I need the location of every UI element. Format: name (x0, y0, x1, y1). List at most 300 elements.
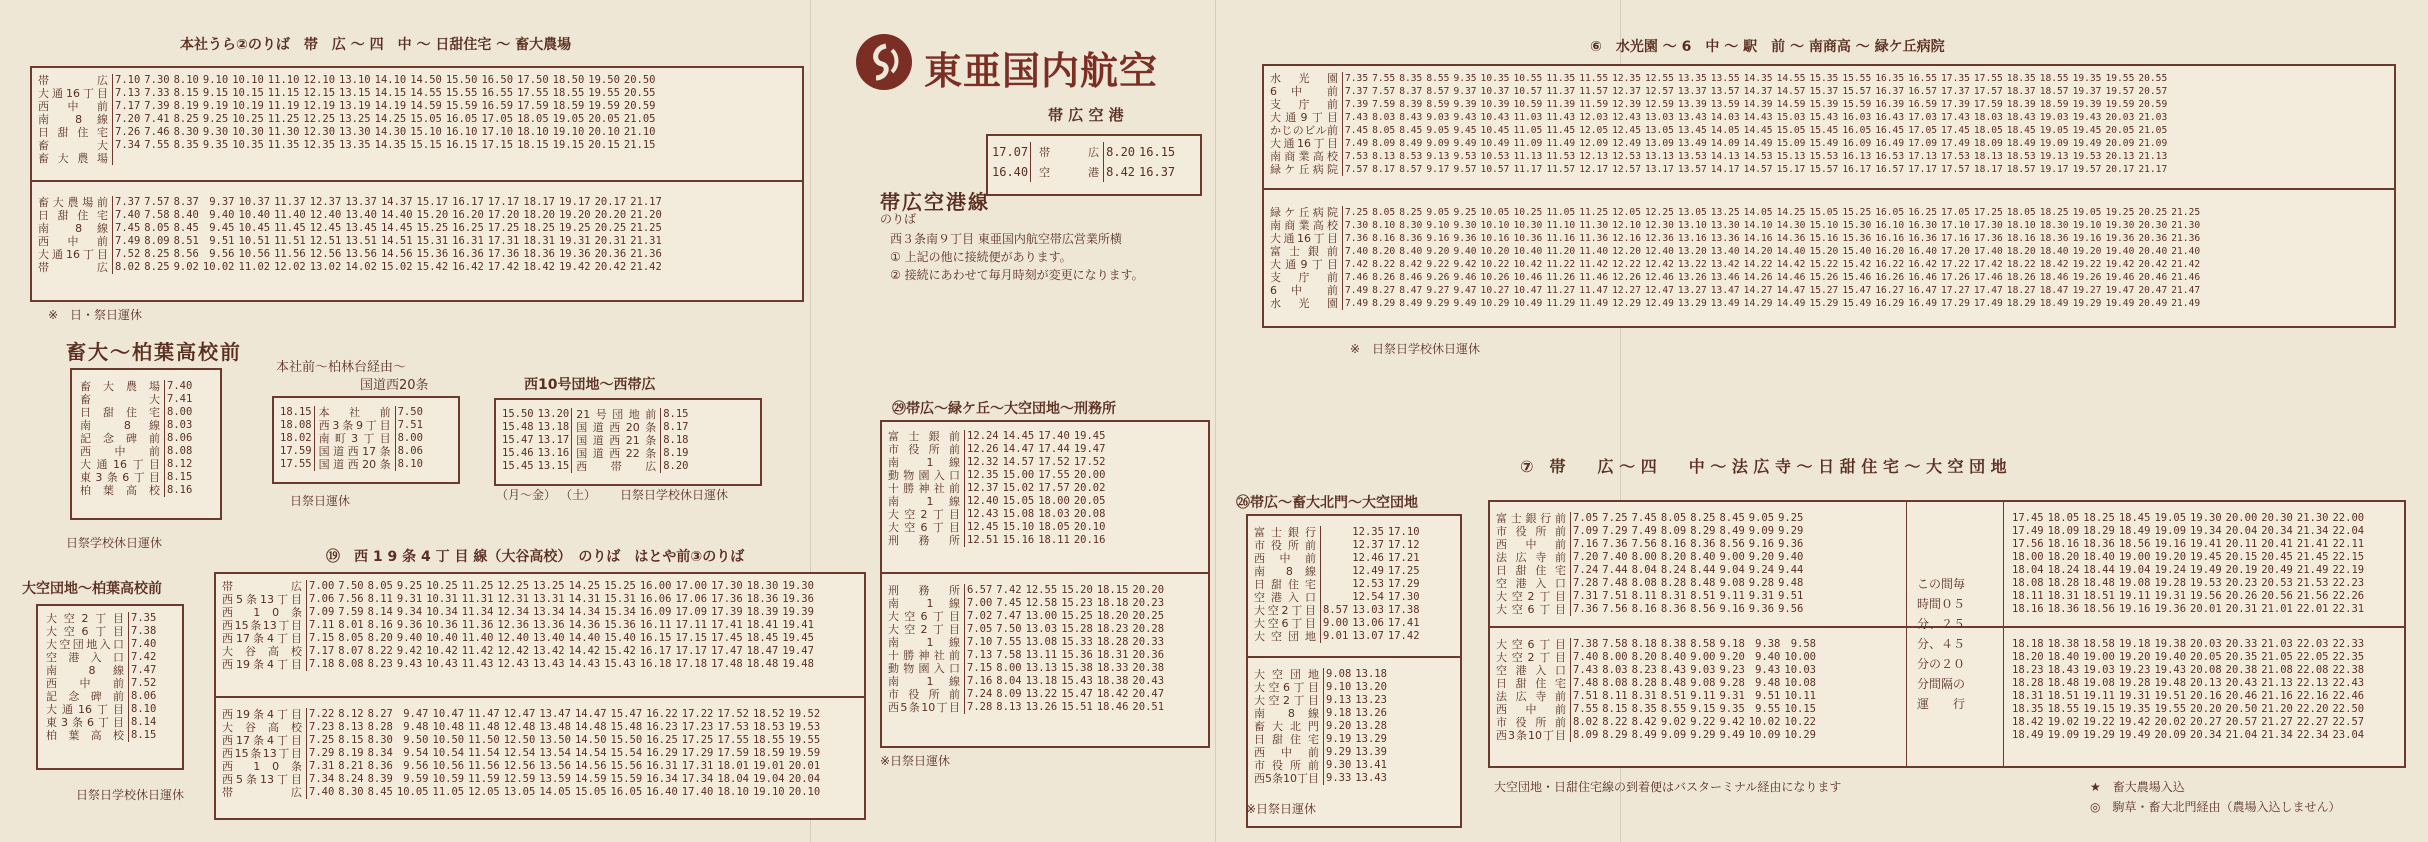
time-cell: 9.53 (1453, 151, 1477, 162)
time-cell: 20.03 (2105, 112, 2135, 123)
time-cell: 20.36 (594, 248, 627, 260)
time-cell: 18.25 (523, 222, 555, 234)
time-cell: 18.31 (2012, 690, 2044, 702)
time-cell: 19.47 (782, 645, 814, 657)
time-cell: 18.35 (2012, 703, 2044, 715)
time-cell: 17.00 (675, 580, 708, 592)
time-cell: 8.15 (338, 734, 364, 746)
time-cell: 8.19 (338, 747, 364, 759)
time-cell: 18.24 (2047, 564, 2080, 576)
time-cell: 16.27 (1875, 285, 1905, 296)
table-row (36, 152, 658, 165)
table-row (886, 456, 1107, 469)
table-row (78, 406, 194, 419)
time-cell: 18.45 (2006, 125, 2036, 136)
station-name: 記念碑前 (44, 690, 129, 703)
time-cell: 13.10 (339, 74, 371, 86)
time-cell: 13.39 (1355, 746, 1387, 758)
time-cell: 17.05 (1941, 207, 1970, 218)
interval-note-line: この間毎 (1917, 577, 1966, 591)
time-cell: 7.45 (1631, 512, 1657, 524)
time-cell: 9.37 (209, 196, 235, 208)
time-cell: 12.37 (1612, 86, 1641, 97)
station-name: 空港入口 (1252, 591, 1321, 604)
time-cell: 12.49 (1612, 138, 1641, 149)
time-cell: 16.13 (1842, 151, 1872, 162)
time-cell: 20.05 (2105, 125, 2135, 136)
time-cell: 20.10 (788, 786, 821, 798)
time-cell: 8.15 (131, 729, 157, 741)
time-cell: 7.38 (1573, 638, 1599, 650)
table-row (1252, 759, 1389, 772)
time-cell: 20.42 (594, 261, 627, 273)
time-cell: 15.38 (1061, 662, 1093, 674)
time-cell: 19.48 (2154, 677, 2187, 689)
time-cell: 19.49 (2072, 138, 2102, 149)
time-cell: 19.11 (2118, 590, 2151, 602)
time-cell: 21.15 (623, 139, 656, 151)
time-cell: 19.36 (2105, 233, 2135, 244)
time-cell: 17.34 (681, 773, 714, 785)
interval-note-line: 時間０５ (1917, 597, 1966, 611)
time-cell: 13.15 (339, 87, 371, 99)
time-cell: 18.17 (523, 196, 555, 208)
time-cell: 17.41 (711, 619, 743, 631)
time-cell: 16.25 (452, 222, 484, 234)
table-row (500, 460, 691, 473)
time-cell: 11.17 (1513, 164, 1543, 175)
time-cell: 14.51 (380, 235, 413, 247)
table-row (220, 760, 822, 773)
time-cell: 15.50 (610, 734, 643, 746)
time-cell: 18.28 (2047, 577, 2080, 589)
time-cell: 20.38 (1132, 662, 1165, 674)
time-cell: 9.05 (1426, 125, 1450, 136)
time-cell: 19.46 (2105, 272, 2135, 283)
time-cell: 9.59 (403, 773, 429, 785)
time-cell: 19.03 (2039, 112, 2069, 123)
time-cell: 8.47 (1399, 285, 1423, 296)
time-cell: 16.49 (1908, 298, 1938, 309)
time-cell: 8.31 (1631, 690, 1657, 702)
time-cell: 13.13 (1025, 662, 1058, 674)
time-cell: 8.49 (1719, 525, 1745, 537)
time-cell: 17.42 (487, 261, 520, 273)
table-row (44, 677, 158, 690)
time-cell: 15.05 (1809, 207, 1839, 218)
time-cell: 7.57 (1372, 86, 1396, 97)
time-cell: 15.25 (604, 580, 636, 592)
time-cell: 17.29 (1387, 578, 1420, 590)
interval-note-line: 分、２５ (1917, 617, 1966, 631)
time-cell: 16.15 (445, 139, 478, 151)
time-cell: 18.39 (746, 606, 779, 618)
time-cell: 22.01 (2296, 603, 2329, 615)
time-cell: 16.40 (1908, 246, 1938, 257)
time-cell: 19.55 (2105, 73, 2135, 84)
station-name: 大通9丁目 (1268, 258, 1343, 271)
time-cell: 20.05 (1073, 495, 1106, 507)
time-cell: 19.50 (588, 74, 620, 86)
time-cell: 13.18 (1355, 668, 1387, 680)
time-cell: 8.00 (1631, 551, 1657, 563)
route29-header: ㉙帯広～緑ケ丘～大空団地～刑務所 (892, 401, 1116, 417)
route26-footnote: ※日祭日運休 (1246, 802, 1317, 816)
time-cell: 10.27 (1480, 285, 1510, 296)
time-cell: 7.41 (167, 393, 193, 405)
station-name: 大空6丁目 (886, 610, 965, 623)
station-name: 東3条6丁目 (44, 716, 129, 729)
time-cell: 16.20 (452, 209, 484, 221)
time-cell: 19.53 (2072, 151, 2102, 162)
time-cell: 19.31 (2154, 590, 2187, 602)
time-cell: 15.00 (1002, 469, 1035, 481)
time-cell: 20.20 (594, 209, 627, 221)
time-cell: 18.20 (2047, 551, 2080, 563)
table-row (1268, 258, 2202, 271)
time-cell: 20.56 (2261, 590, 2293, 602)
time-cell: 20.57 (2138, 86, 2168, 97)
station-name: 大空2丁目 (886, 508, 965, 521)
time-cell: 17.40 (1973, 246, 2003, 257)
time-cell: 10.35 (1480, 73, 1510, 84)
time-cell: 14.09 (1710, 138, 1740, 149)
time-cell: 18.50 (552, 74, 585, 86)
table-row (1252, 578, 1422, 591)
time-cell: 13.20 (1677, 246, 1707, 257)
time-cell: 16.59 (1908, 99, 1938, 110)
station-name: 日甜住宅 (36, 126, 113, 139)
time-cell: 19.05 (2154, 512, 2187, 524)
airport-noriba: のりば (880, 212, 917, 226)
time-cell: 20.13 (2190, 677, 2222, 689)
time-cell: 8.11 (1631, 590, 1657, 602)
station-name: 大空2丁目 (1252, 604, 1321, 617)
time-cell: 13.49 (1710, 298, 1740, 309)
time-cell: 13.43 (533, 658, 565, 670)
time-cell: 9.35 (1719, 703, 1745, 715)
time-cell: 16.29 (1875, 298, 1905, 309)
station-name: 大空6丁目 (44, 625, 129, 638)
time-cell: 18.51 (2047, 690, 2080, 702)
time-cell: 10.05 (1480, 207, 1510, 218)
time-cell: 11.51 (274, 235, 306, 247)
time-cell: 9.42 (1453, 259, 1477, 270)
station-name: 南 8 線 (36, 113, 113, 126)
time-cell: 15.57 (1842, 86, 1872, 97)
time-cell: 17.42 (1973, 259, 2003, 270)
time-cell: 7.24 (1573, 564, 1599, 576)
time-cell: 14.42 (1776, 259, 1806, 270)
time-cell: 8.09 (1372, 138, 1396, 149)
station-name: 西5条13丁目 (220, 773, 307, 786)
time-cell: 16.23 (646, 721, 678, 733)
time-cell: 7.29 (1602, 525, 1628, 537)
time-cell: 19.05 (2039, 125, 2069, 136)
time-cell: 9.25 (1778, 512, 1804, 524)
station-name: 市役所前 (1494, 716, 1571, 729)
table-row (220, 721, 822, 734)
time-cell: 8.49 (1399, 298, 1423, 309)
time-cell: 20.20 (2190, 703, 2222, 715)
time-cell: 14.40 (1776, 246, 1806, 257)
time-cell: 8.59 (1426, 99, 1450, 110)
time-cell: 15.37 (1809, 86, 1839, 97)
station-name: 西 帯 広 (572, 460, 661, 473)
time-cell: 12.30 (303, 126, 336, 138)
time-cell: 17.43 (1941, 112, 1970, 123)
time-cell: 9.28 (1748, 577, 1775, 589)
time-cell: 11.37 (1546, 86, 1576, 97)
time-cell: 7.16 (1573, 538, 1599, 550)
time-cell: 18.35 (2006, 73, 2036, 84)
time-cell: 12.39 (1612, 99, 1641, 110)
time-cell: 19.20 (2118, 651, 2151, 663)
time-cell: 10.29 (1480, 298, 1510, 309)
time-cell: 9.58 (1790, 638, 1816, 650)
time-cell: 10.51 (238, 235, 271, 247)
station-name: 大空6丁目 (1494, 638, 1571, 651)
time-cell: 15.57 (1809, 164, 1839, 175)
time-cell: 8.36 (1399, 233, 1423, 244)
time-cell: 15.08 (1002, 508, 1035, 520)
time-cell: 9.03 (1690, 664, 1716, 676)
time-cell: 18.25 (2039, 207, 2069, 218)
time-cell: 11.42 (461, 645, 494, 657)
station-name: 十勝神社前 (886, 482, 965, 495)
time-cell: 9.11 (1690, 690, 1716, 702)
time-cell: 12.57 (1612, 164, 1641, 175)
table-row (78, 393, 194, 406)
time-cell: 11.55 (1579, 73, 1609, 84)
time-cell: 9.48 (1778, 577, 1804, 589)
station-name: 水 光 園 (1268, 72, 1343, 85)
time-cell: 8.20 (663, 460, 689, 472)
time-cell: 10.45 (238, 222, 271, 234)
chikudai-panel (70, 368, 222, 520)
time-cell: 9.48 (1755, 677, 1781, 689)
time-cell: 19.18 (2118, 638, 2151, 650)
time-cell: 19.10 (752, 786, 785, 798)
time-cell: 13.50 (539, 734, 571, 746)
time-cell: 18.38 (1096, 675, 1129, 687)
time-cell: 19.28 (2118, 677, 2151, 689)
time-cell: 8.13 (338, 721, 364, 733)
time-cell: 7.05 (967, 623, 993, 635)
time-cell: 15.59 (1842, 99, 1872, 110)
time-cell: 12.53 (1612, 151, 1641, 162)
airport-table (990, 142, 1178, 182)
time-cell: 16.46 (1908, 272, 1938, 283)
table-row (2010, 690, 2366, 703)
time-cell: 9.15 (202, 87, 229, 99)
table-row (500, 434, 691, 447)
table-row (1494, 690, 1818, 703)
time-cell: 7.51 (1573, 690, 1599, 702)
time-cell: 7.06 (309, 593, 335, 605)
time-cell: 18.53 (752, 721, 785, 733)
time-cell: 10.39 (1480, 99, 1510, 110)
time-cell: 10.35 (232, 139, 264, 151)
time-cell: 7.00 (309, 580, 335, 592)
time-cell: 14.22 (1743, 259, 1773, 270)
time-cell: 14.59 (410, 100, 442, 112)
time-cell: 20.11 (2225, 538, 2258, 550)
time-cell: 15.45 (502, 460, 534, 472)
time-cell: 18.43 (2047, 664, 2080, 676)
time-cell: 11.30 (1579, 220, 1609, 231)
time-cell: 7.20 (1573, 551, 1599, 563)
time-cell: 16.17 (1842, 164, 1872, 175)
time-cell: 15.40 (604, 632, 636, 644)
time-cell: 18.42 (523, 261, 555, 273)
time-cell: 9.56 (1778, 603, 1804, 615)
time-cell: 15.47 (610, 708, 643, 720)
time-cell: 17.17 (1908, 164, 1938, 175)
table-row (2010, 603, 2366, 616)
route6-footnote: ※ 日祭日学校休日運休 (1350, 342, 1481, 356)
time-cell: 20.50 (2225, 703, 2258, 715)
time-cell: 12.43 (967, 508, 999, 520)
time-cell: 19.49 (2105, 298, 2135, 309)
time-cell: 14.40 (568, 632, 601, 644)
time-cell: 11.49 (1546, 138, 1576, 149)
time-cell: 11.59 (1579, 99, 1609, 110)
time-cell: 17.05 (1908, 125, 1938, 136)
time-cell: 18.13 (1973, 151, 2003, 162)
time-cell: 9.31 (1719, 690, 1745, 702)
time-cell: 10.40 (1513, 246, 1543, 257)
time-cell: 9.55 (1755, 703, 1781, 715)
time-cell: 12.53 (1352, 578, 1384, 590)
time-cell: 8.01 (338, 619, 364, 631)
time-cell: 18.05 (1973, 125, 2003, 136)
station-name: 南 1 線 (886, 495, 965, 508)
time-cell: 13.07 (1352, 630, 1384, 642)
time-cell: 12.40 (309, 209, 342, 221)
time-cell: 10.37 (238, 196, 271, 208)
time-cell: 9.45 (1453, 125, 1477, 136)
hakurin-footnote: 日祭日運休 (290, 494, 351, 508)
time-cell: 7.28 (1573, 577, 1599, 589)
time-cell: 8.53 (1399, 151, 1423, 162)
time-cell (1321, 539, 1351, 552)
time-cell: 8.06 (131, 690, 157, 702)
time-cell: 8.24 (338, 773, 364, 785)
time-cell: 13.30 (339, 126, 371, 138)
time-cell: 20.13 (2105, 151, 2135, 162)
station-name: 緑ケ丘病院 (1268, 206, 1343, 219)
time-cell: 20.16 (1073, 534, 1106, 546)
time-cell: 19.26 (2072, 272, 2102, 283)
time-cell: 10.08 (1784, 677, 1816, 689)
station-name: 西 中 前 (36, 235, 113, 248)
time-cell: 13.26 (1677, 272, 1707, 283)
table-row (1252, 539, 1422, 552)
time-cell: 10.30 (1513, 220, 1543, 231)
time-cell: 10.50 (432, 734, 465, 746)
time-cell: 20.03 (2190, 638, 2222, 650)
time-cell: 14.55 (1776, 73, 1806, 84)
time-cell: 9.56 (403, 760, 429, 772)
time-cell: 15.48 (610, 721, 643, 733)
time-cell: 9.40 (1778, 551, 1804, 563)
time-cell: 8.40 (1399, 246, 1423, 257)
time-cell: 17.36 (487, 248, 520, 260)
time-cell: 16.26 (1875, 272, 1905, 283)
time-cell: 16.25 (1908, 207, 1938, 218)
table-row (1268, 297, 2202, 310)
time-cell: 11.59 (468, 773, 500, 785)
table-row (886, 534, 1107, 547)
time-cell: 17.09 (1908, 138, 1938, 149)
time-cell: 18.31 (1096, 649, 1129, 661)
time-cell: 20.47 (1132, 688, 1165, 700)
time-cell: 14.59 (574, 773, 607, 785)
time-cell: 17.53 (717, 721, 749, 733)
time-cell: 17.36 (1973, 233, 2003, 244)
time-cell: 18.28 (2012, 677, 2044, 689)
time-cell: 18.55 (2039, 73, 2069, 84)
time-cell: 15.46 (1842, 272, 1872, 283)
time-cell: 21.05 (2138, 125, 2168, 136)
time-cell: 20.00 (2225, 512, 2258, 524)
time-cell: 19.20 (2154, 551, 2187, 563)
time-cell: 11.05 (1513, 125, 1543, 136)
table-row (1252, 694, 1389, 707)
time-cell: 7.11 (309, 619, 335, 631)
time-cell: 7.48 (1573, 677, 1599, 689)
time-cell: 20.01 (788, 760, 821, 772)
time-cell: 17.03 (1908, 112, 1938, 123)
time-cell: 20.26 (2225, 590, 2258, 602)
time-cell: 8.55 (1426, 73, 1450, 84)
time-cell: 8.45 (1719, 512, 1745, 524)
time-cell: 18.58 (2083, 638, 2115, 650)
time-cell: 15.27 (1809, 285, 1839, 296)
station-name: 畜大農場 (36, 152, 113, 165)
route7-bottom-note: 大空団地・日甜住宅線の到着便はバスターミナル経由になります (1494, 780, 1842, 794)
time-cell: 7.56 (338, 593, 364, 605)
time-cell: 10.36 (1513, 233, 1543, 244)
time-cell: 18.10 (717, 786, 749, 798)
station-name: 南 1 線 (886, 636, 965, 649)
station-name: 西5条13丁目 (220, 593, 307, 606)
table-row (1494, 638, 1818, 651)
time-cell: 7.36 (1573, 603, 1599, 615)
time-cell: 14.02 (345, 261, 377, 273)
time-cell: 16.40 (992, 164, 1029, 179)
time-cell: 18.39 (2006, 99, 2036, 110)
station-name: 支 庁 前 (1268, 271, 1343, 284)
time-cell: 8.06 (397, 445, 423, 457)
time-cell: 13.53 (1677, 151, 1707, 162)
time-cell: 8.46 (1399, 272, 1423, 283)
station-name: 帯 広 (220, 580, 307, 593)
time-cell: 11.10 (267, 74, 300, 86)
station-name: 日甜住宅 (36, 209, 113, 222)
time-cell: 19.45 (1073, 430, 1106, 442)
time-cell: 7.42 (1345, 259, 1369, 270)
table-row (1252, 604, 1422, 617)
time-cell: 8.00 (397, 432, 423, 444)
time-cell: 8.11 (1602, 690, 1628, 702)
time-cell: 8.22 (1602, 716, 1628, 728)
time-cell: 19.55 (788, 734, 821, 746)
time-cell: 9.00 (1323, 617, 1349, 629)
table-row (1252, 526, 1422, 539)
table-row (2010, 590, 2366, 603)
